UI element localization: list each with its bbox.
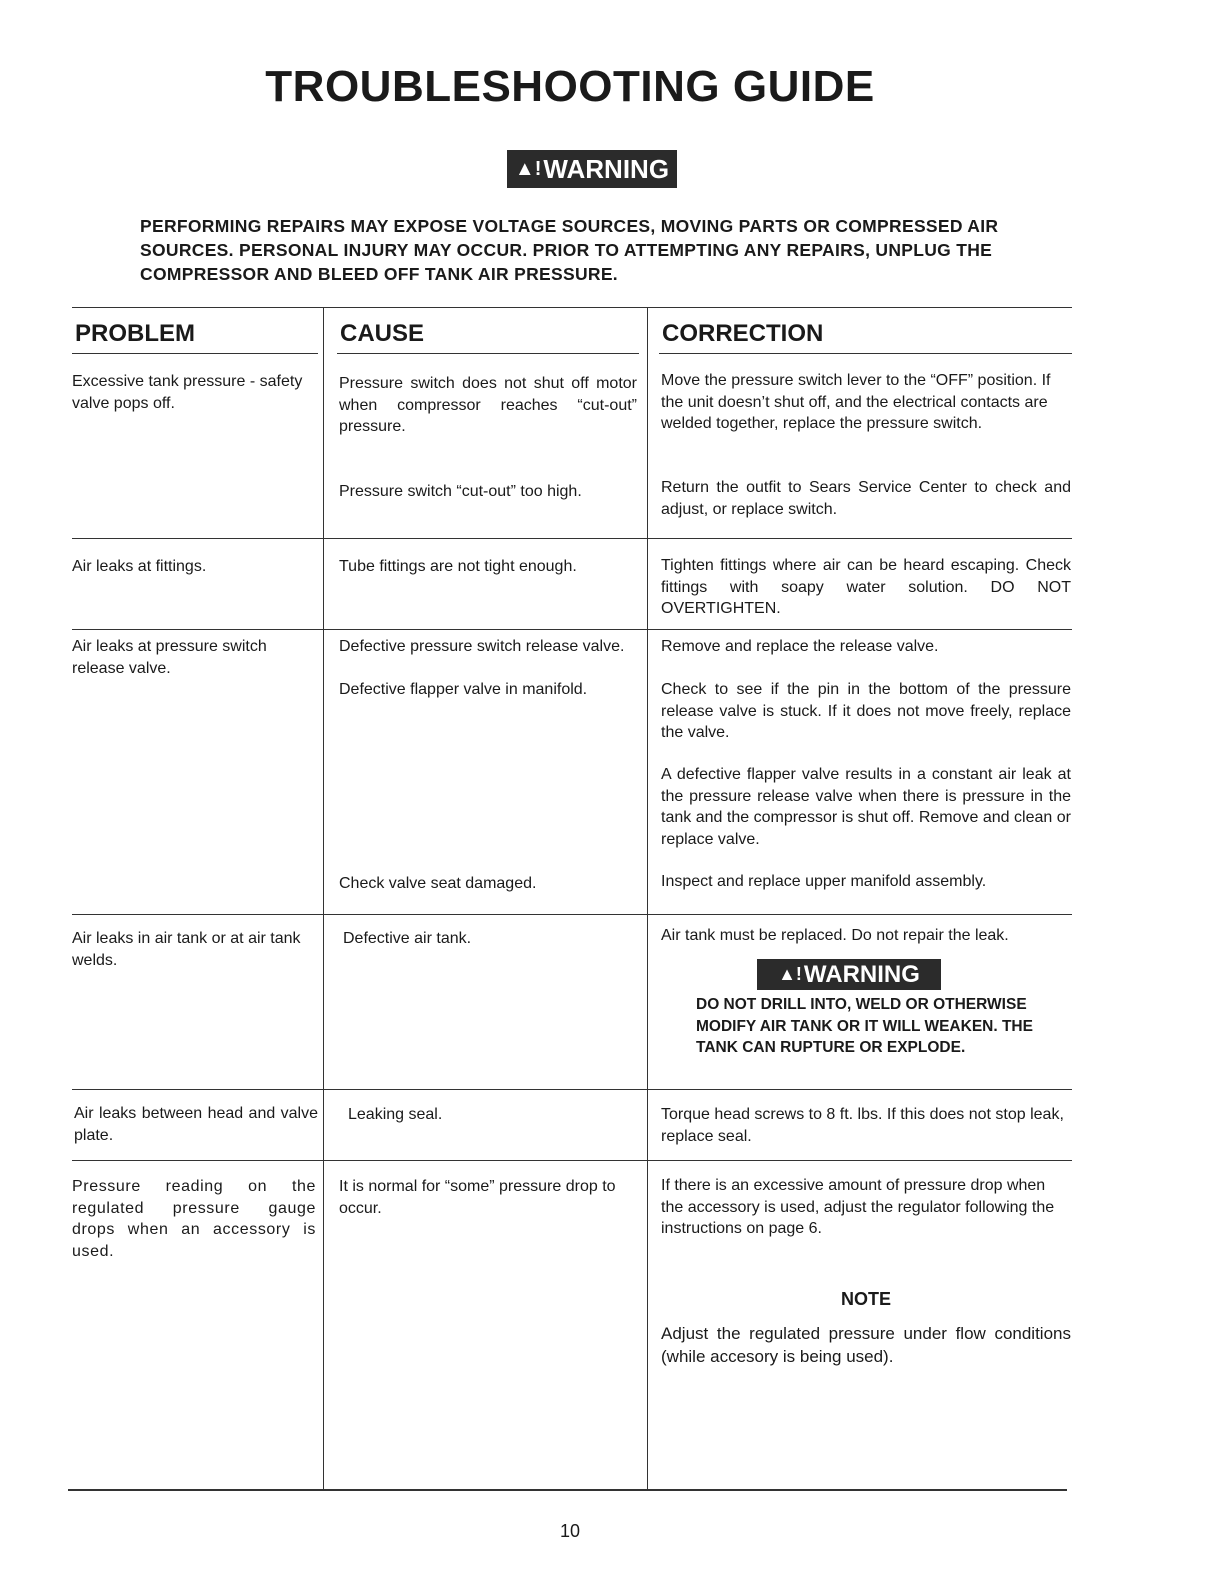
column-divider-2 bbox=[647, 307, 648, 1489]
table-top-rule bbox=[72, 307, 1072, 308]
column-header-cause: CAUSE bbox=[340, 320, 425, 347]
cause-cell: Check valve seat damaged. bbox=[339, 875, 537, 892]
problem-cell: Pressure reading on the regulated pressure gauge drops when an accessory is used. bbox=[72, 1178, 316, 1260]
header-underline-problem bbox=[72, 353, 318, 354]
correction-cell: If there is an excessive amount of pressure drop when the accessory is used, adjust the regulator following the instructions on page 6. bbox=[661, 1177, 1055, 1237]
row-divider bbox=[72, 538, 1072, 539]
row-divider bbox=[72, 914, 1072, 915]
cause-cell: It is normal for “some” pressure drop to occur. bbox=[339, 1178, 616, 1217]
problem-cell: Excessive tank pressure - safety valve pops off. bbox=[72, 373, 303, 412]
correction-cell: Check to see if the pin in the bottom of the pressure release valve is stuck. If it does not move freely, replace the valve. bbox=[661, 681, 1071, 741]
warning-label: WARNING bbox=[803, 960, 920, 988]
correction-cell: A defective flapper valve results in a constant air leak at the pressure release valve when there is pressure in the tank and the compressor is shut off. Remove and clean or replace valve. bbox=[661, 766, 1071, 848]
warning-label: WARNING bbox=[543, 153, 670, 184]
row-divider bbox=[72, 1160, 1072, 1161]
cause-cell: Tube fittings are not tight enough. bbox=[339, 558, 577, 575]
correction-cell: Tighten fittings where air can be heard escaping. Check fittings with soapy water solution. DO NOT OVERTIGHTEN. bbox=[661, 557, 1071, 617]
intro-warning-text: PERFORMING REPAIRS MAY EXPOSE VOLTAGE SOURCES, MOVING PARTS OR COMPRESSED AIR SOURCES. PERSONAL INJURY MAY OCCUR. PRIOR TO ATTEMPTING ANY REPAIRS, UNPLUG THE COMPRESSOR AND BLEED OFF TANK AIR PRESSURE. bbox=[140, 216, 999, 284]
warning-triangle-icon: ▲! bbox=[514, 157, 542, 180]
row-divider bbox=[72, 629, 1072, 630]
column-divider-1 bbox=[323, 307, 324, 1489]
header-underline-correction bbox=[659, 353, 1072, 354]
column-header-correction: CORRECTION bbox=[662, 320, 824, 347]
page-number: 10 bbox=[559, 1521, 581, 1541]
note-heading: NOTE bbox=[840, 1289, 891, 1309]
cause-cell: Leaking seal. bbox=[348, 1106, 443, 1123]
problem-cell: Air leaks in air tank or at air tank welds. bbox=[72, 930, 301, 969]
problem-cell: Air leaks at fittings. bbox=[72, 558, 207, 575]
cause-cell: Pressure switch does not shut off motor when compressor reaches “cut-out” pressure. bbox=[339, 375, 637, 435]
warning-triangle-icon: ▲! bbox=[778, 964, 802, 984]
cause-cell: Defective pressure switch release valve. bbox=[339, 638, 625, 655]
correction-cell: Torque head screws to 8 ft. lbs. If this does not stop leak, replace seal. bbox=[661, 1106, 1064, 1145]
row-divider bbox=[72, 1089, 1072, 1090]
column-header-problem: PROBLEM bbox=[75, 320, 195, 347]
page-title: TROUBLESHOOTING GUIDE bbox=[265, 62, 875, 111]
correction-cell: Inspect and replace upper manifold assembly. bbox=[661, 873, 987, 890]
cause-cell: Defective flapper valve in manifold. bbox=[339, 681, 588, 698]
problem-cell: Air leaks at pressure switch release valve. bbox=[72, 638, 267, 677]
correction-cell: Move the pressure switch lever to the “OFF” position. If the unit doesn’t shut off, and the electrical contacts are welded together, replace the pressure switch. bbox=[661, 372, 1051, 432]
correction-cell: Air tank must be replaced. Do not repair the leak. bbox=[661, 927, 1009, 944]
warning-badge bbox=[507, 150, 677, 188]
header-underline-cause bbox=[337, 353, 639, 354]
note-text: Adjust the regulated pressure under flow conditions (while accesory is being used). bbox=[661, 1324, 1071, 1366]
tank-warning-badge bbox=[757, 959, 941, 990]
tank-warning-text: DO NOT DRILL INTO, WELD OR OTHERWISE MODIFY AIR TANK OR IT WILL WEAKEN. THE TANK CAN RUPTURE OR EXPLODE. bbox=[696, 996, 1033, 1056]
correction-cell: Return the outfit to Sears Service Center to check and adjust, or replace switch. bbox=[661, 479, 1071, 518]
correction-cell: Remove and replace the release valve. bbox=[661, 638, 939, 655]
cause-cell: Pressure switch “cut-out” too high. bbox=[339, 483, 582, 500]
cause-cell: Defective air tank. bbox=[343, 930, 472, 947]
table-bottom-rule bbox=[68, 1489, 1067, 1491]
problem-cell: Air leaks between head and valve plate. bbox=[74, 1105, 318, 1144]
